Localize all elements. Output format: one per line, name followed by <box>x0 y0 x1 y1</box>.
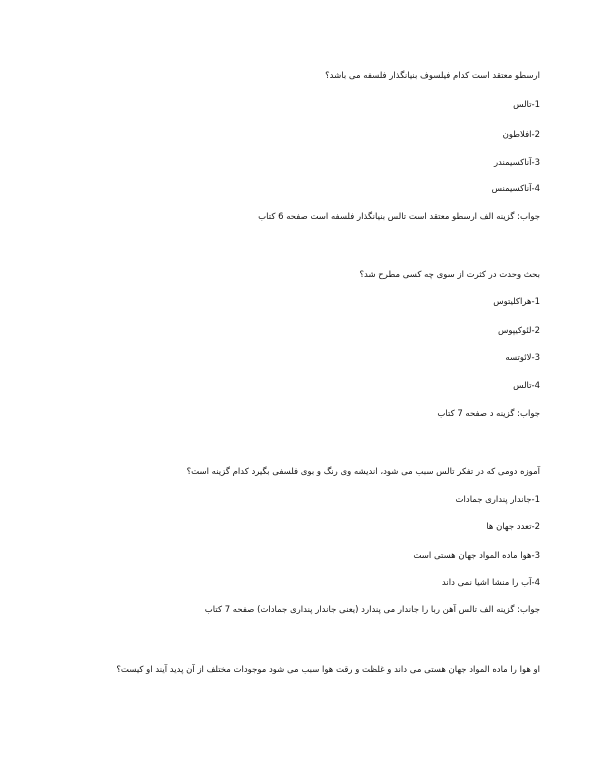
question-3-option-2: 2-تعدد جهان ها <box>486 522 540 532</box>
question-2-option-4: 4-تالس <box>513 381 540 391</box>
question-1-option-4: 4-آناکسیمنس <box>491 184 540 194</box>
question-3-option-3: 3-هوا ماده المواد جهان هستی است <box>413 551 540 561</box>
question-1-text: ارسطو معتقد است کدام فیلسوف بنیانگذار فلسفه می باشد؟ <box>325 71 540 81</box>
question-1-answer: جواب: گزینه الف ارسطو معتقد است تالس بنیانگذار فلسفه است صفحه 6 کتاب <box>258 212 540 222</box>
question-2-option-2: 2-لئوکیپوس <box>498 326 540 336</box>
question-3-answer: جواب: گزینه الف تالس آهن ربا را جاندار می پندارد (یعنی جاندار پنداری جمادات) صفحه 7 کتاب <box>204 605 540 615</box>
question-1-option-1: 1-تالس <box>513 100 540 110</box>
question-1-option-2: 2-افلاطون <box>502 130 540 140</box>
question-1-option-3: 3-آناکسیمندر <box>493 158 540 168</box>
question-4-text: او هوا را ماده المواد جهان هستی می داند و غلظت و رقت هوا سبب می شود موجودات مختلف از آن پدید آیند او کیست؟ <box>116 665 540 675</box>
question-2-option-3: 3-لائوتسه <box>505 353 540 363</box>
question-3-option-4: 4-آب را منشا اشیا نمی داند <box>441 578 540 588</box>
question-2-option-1: 1-هراکلیتوس <box>493 297 540 307</box>
question-2-answer: جواب: گزینه د صفحه 7 کتاب <box>437 409 540 419</box>
question-2-text: بحث وحدت در کثرت از سوی چه کسی مطرح شد؟ <box>359 270 540 280</box>
question-3-option-1: 1-جاندار پنداری جمادات <box>455 495 540 505</box>
question-3-text: آموزه دومی که در تفکر تالس سبب می شود، اندیشه وی رنگ و بوی فلسفی بگیرد کدام گزینه است؟ <box>186 467 540 477</box>
